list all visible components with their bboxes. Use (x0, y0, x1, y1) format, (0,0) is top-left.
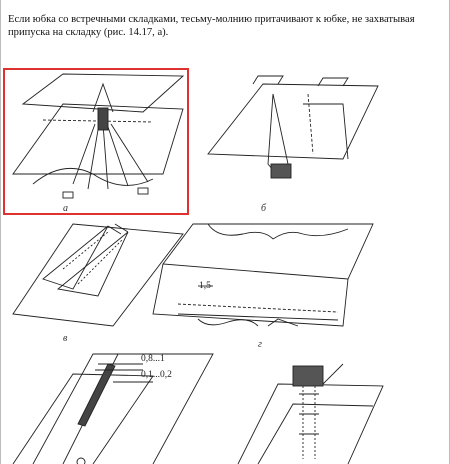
panel-label-d: г (258, 339, 262, 350)
dimension-0-8-1: 0,8...1 (141, 354, 165, 364)
dimension-0-1-0-2: 0,1...0,2 (141, 370, 172, 380)
panel-label-c: в (63, 333, 68, 344)
frame-left-border (0, 0, 1, 464)
highlight-box (3, 68, 189, 215)
panel-label-b: б (261, 203, 267, 214)
intro-paragraph: Если юбка со встречными складками, тесьму-молнию притачивают к юбке, не захватывая припуска на складку (рис. 14.17, а). (8, 13, 415, 38)
panel-label-a: а (63, 203, 68, 214)
dimension-1-5: 1,5 (199, 281, 211, 291)
